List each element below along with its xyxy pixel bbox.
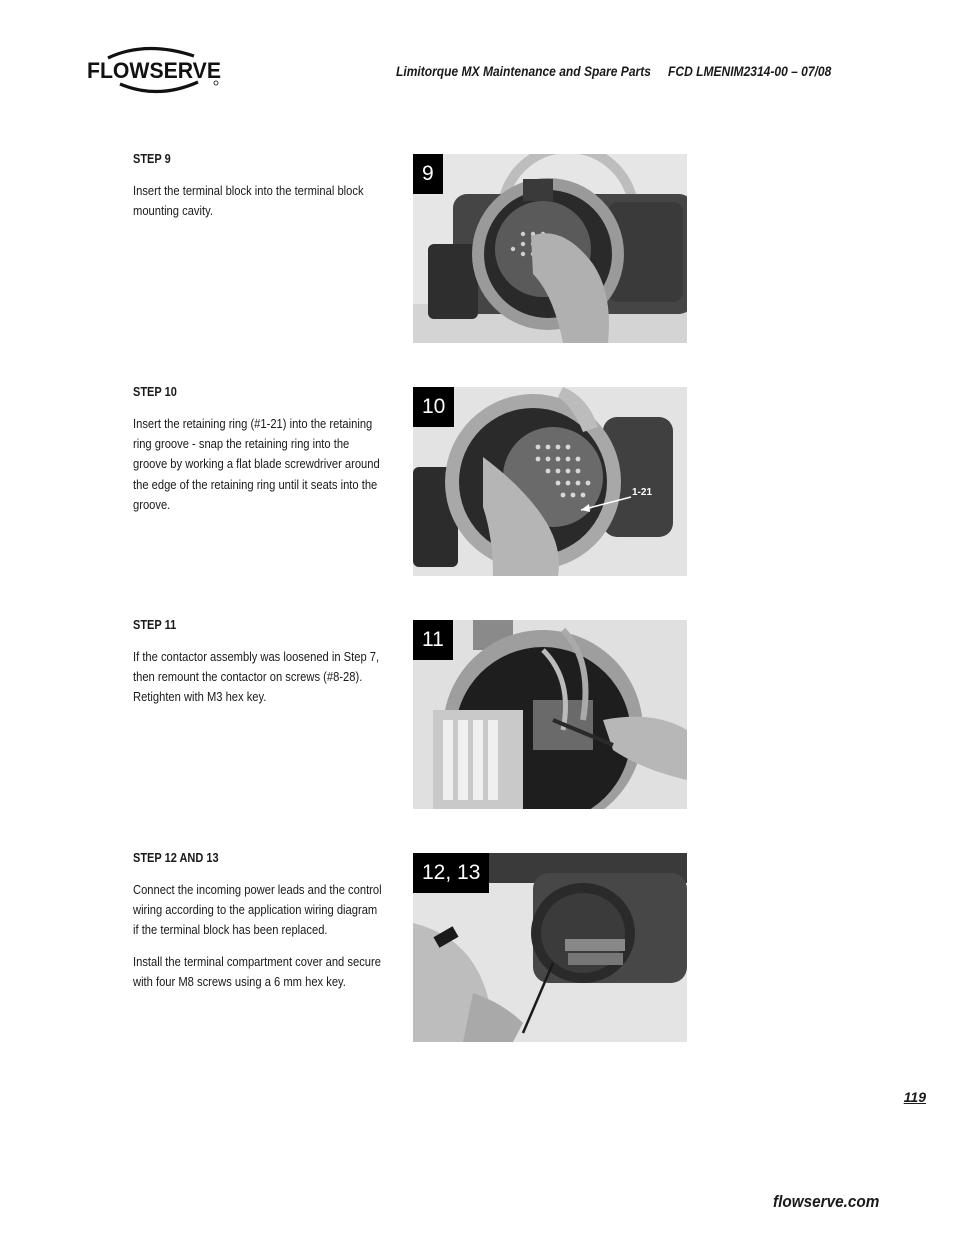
step-12-13-paragraph-1: Connect the incoming power leads and the control wiring according to the application wiring diagram if the terminal block has been replaced. (133, 882, 382, 938)
logo-wordmark: FLOWSERVE (87, 58, 221, 83)
photo-step-9 (413, 154, 687, 343)
photo-step-12-13 (413, 853, 687, 1042)
step-9-paragraph: Insert the terminal block into the terminal block mounting cavity. (133, 183, 364, 219)
footer-website[interactable]: flowserve.com (773, 1192, 880, 1211)
step-9-badge: 9 (413, 154, 443, 194)
step-11-paragraph: If the contactor assembly was loosened in Step 7, then remount the contactor on screws (#8-28). Retighten with M3 hex key. (133, 649, 380, 705)
step-10-badge: 10 (413, 387, 454, 427)
step-11-text (133, 647, 382, 719)
page-number: 119 (903, 1089, 926, 1105)
photo-step-10 (413, 387, 687, 576)
step-9-title: STEP 9 (133, 152, 171, 166)
photo-step-11 (413, 620, 687, 809)
step-9-text (133, 181, 382, 232)
document-code: FCD LMENIM2314-00 – 07/08 (668, 63, 832, 79)
step-10-paragraph: Insert the retaining ring (#1-21) into the retaining ring groove - snap the retaining ring into the groove by working a flat blade screwdriver around the edge of the retaining ring until it seats into the groove. (133, 416, 380, 512)
running-header (396, 63, 831, 79)
callout-label: 1-21 (632, 487, 653, 498)
step-11-title: STEP 11 (133, 618, 177, 632)
manual-title: Limitorque MX Maintenance and Spare Parts (396, 63, 651, 79)
step-11-badge: 11 (413, 620, 453, 660)
step-12-13-text (133, 880, 382, 1003)
step-12-13-title: STEP 12 AND 13 (133, 851, 219, 865)
step-10-title: STEP 10 (133, 385, 177, 399)
step-12-13-badge: 12, 13 (413, 853, 489, 893)
step-12-13-paragraph-2: Install the terminal compartment cover and secure with four M8 screws using a 6 mm hex key. (133, 953, 381, 989)
flowserve-logo (86, 42, 226, 96)
step-10-text (133, 414, 382, 526)
